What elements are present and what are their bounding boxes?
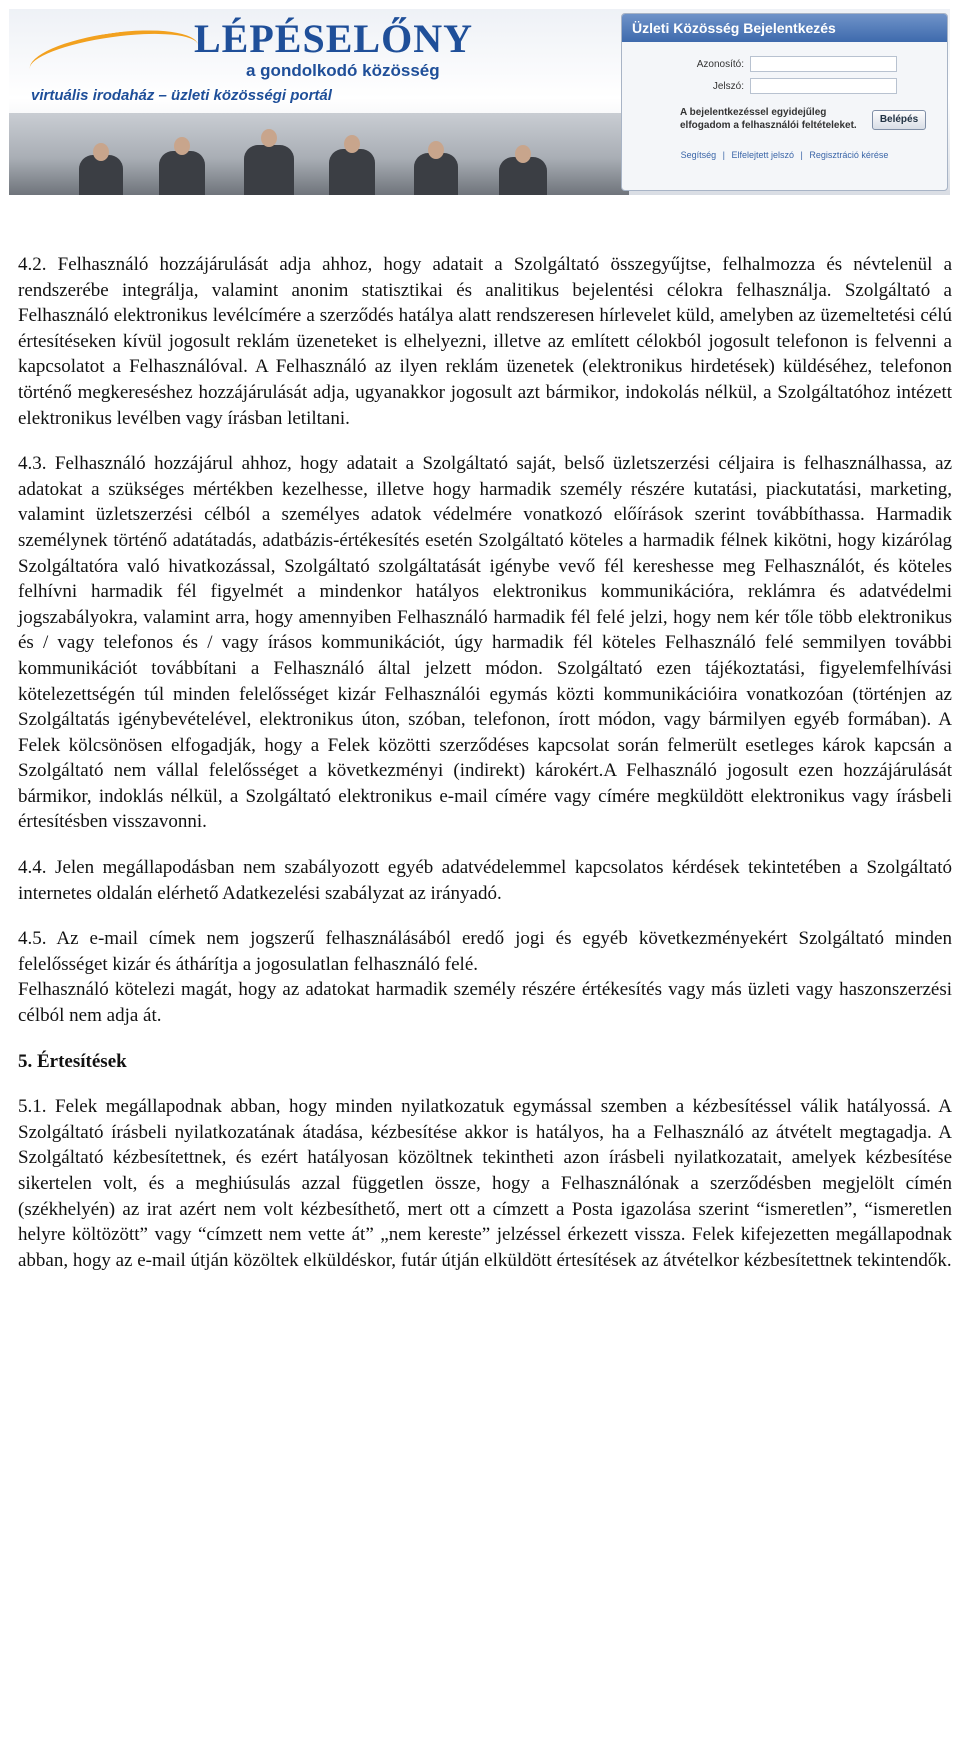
document-body bbox=[18, 252, 952, 1293]
section-4-4: 4.4. Jelen megállapodásban nem szabályozott egyéb adatvédelemmel kapcsolatos kérdések tekintetében a Szolgáltató internetes oldalán elérhető Adatkezelési szabályzat az irányadó. bbox=[18, 857, 952, 904]
section-4-2: 4.2. Felhasználó hozzájárulását adja ahhoz, hogy adatait a Szolgáltató összegyűjtse, felhalmozza és névtelenül a rendszerébe integrálja, valamint anonim statisztikai és analitikus bejelentési célokra felhasználja. Szolgáltató a Felhasználó elektronikus levélcímére a szerződés hatálya alatt rendszeresen hírlevelet küld, amelyben az üzemeltetési célú értesítéseken kívül jogosult reklám üzeneteket is elhelyezni, illetve az említett célokból jogosult telefonon is felvenni a kapcsolatot a Felhasználóval. A Felhasználó az ilyen reklám üzenetek (elektronikus hirdetések) küldéséhez, telefonon történő megkereséshez hozzájárulását adja, ugyanakkor jogosult azt bármikor, indokolás nélkül, a Szolgáltatóhoz intézett elektronikus levélben vagy írásban letiltani. bbox=[18, 254, 952, 429]
login-panel bbox=[621, 13, 948, 191]
logo-swoosh-icon bbox=[26, 21, 201, 92]
portal-banner bbox=[9, 9, 950, 195]
username-label: Azonosító: bbox=[696, 58, 744, 70]
terms-note bbox=[680, 106, 857, 132]
meeting-photo bbox=[9, 113, 629, 195]
logo-tagline: virtuális irodaház – üzleti közösségi portál bbox=[31, 87, 332, 104]
link-separator: | bbox=[722, 150, 725, 160]
logo-title: LÉPÉSELŐNY bbox=[194, 16, 473, 61]
login-button[interactable]: Belépés bbox=[872, 110, 926, 130]
section-4-5-continued: Felhasználó kötelezi magát, hogy az adatokat harmadik személy részére értékesítés vagy más üzleti vagy haszonszerzési célból nem adja át. bbox=[18, 979, 952, 1027]
login-title: Üzleti Közösség Bejelentkezés bbox=[622, 14, 947, 42]
terms-note-line2[interactable]: elfogadom a felhasználói feltételeket. bbox=[680, 120, 857, 131]
password-label: Jelszó: bbox=[712, 80, 744, 92]
section-4-3: 4.3. Felhasználó hozzájárul ahhoz, hogy adatait a Szolgáltató saját, belső üzletszerzési céljaira is felhasználhassa, az adatokat a szükséges mértékben kezelhesse, illetve hogy harmadik személy részére kutatási, piackutatási, marketing, valamint üzletszerzési célból a személyes adatok védelmére vonatkozó előírások szerint továbbíthassa. Harmadik személynek történő adatátadás, adatbázis-értékesítés esetén Szolgáltató köteles a harmadik félnek kikötni, hogy kizárólag Szolgáltatóra való hivatkozással, Szolgáltató szolgáltatását igénybe vevő fél kereshesse meg Felhasználót, és köteles felhívni harmadik fél figyelmét a mindenkor hatályos elektronikus kommunikációra, reklámra és adatvédelmi jogszabályokra, valamint arra, hogy amennyiben Felhasználó harmadik fél felé jelzi, hogy nem kér tőle több elektronikus és / vagy telefonos és / vagy írásos kommunikációt, úgy harmadik fél köteles Felhasználó felé semmilyen további kommunikációt továbbítani a Felhasználó által jelzett módon. Szolgáltató ezen tájékoztatási, figyelemfelhívási kötelezettségén túl minden felelősséget kizár Felhasználói egymás közti kommunikációira vonatkozóan (történjen az Szolgáltatás igénybevételével, elektronikus úton, szóban, telefonon, írott módon, vagy bármilyen egyéb formában). A Felek kölcsönösen elfogadják, hogy a Felek közötti szerződéses kapcsolat során felmerült esetleges károk kapcsán a Szolgáltató nem vállal felelősséget a következményi (indirekt) károkért.A Felhasználó jogosult ezen hozzájárulását bármikor, indoklás nélkül, a Szolgáltató elektronikus e-mail címére vagy címére megküldött elektronikus vagy írásbeli értesítésben visszavonni. bbox=[18, 453, 952, 833]
section-5-1: 5.1. Felek megállapodnak abban, hogy minden nyilatkozatuk egymással szemben a kézbesítéssel válik hatályossá. A Szolgáltató írásbeli nyilatkozatának átadása, kézbesítése akkor is hatályos, ha a Felhasználó az átvételt megtagadja. A Szolgáltató kézbesítettnek, és ezért hatályosan közöltnek tekintheti azon írásbeli nyilatkozatait, amelyek kézbesítése sikertelen volt, és a meghiúsulás azzal független össze, hogy a Felhasználónak a szerződésben megjelölt címén (székhelyén) az irat azért nem volt kézbesíthető, mert ott a címzett a Posta igazolása szerint “ismeretlen”, “ismeretlen helyre költözött” vagy “címzett nem vette át” „nem kereste” jelzéssel érkezett vissza. Felek kifejezetten megállapodnak abban, hogy az e-mail útján közöltek elküldéskor, futár útján elküldött értesítések az átvételkor kézbesítettnek tekintendők. bbox=[18, 1096, 952, 1271]
forgot-password-link[interactable]: Elfelejtett jelszó bbox=[731, 150, 795, 160]
register-link[interactable]: Regisztráció kérése bbox=[809, 150, 889, 160]
section-5-heading: 5. Értesítések bbox=[18, 1050, 127, 1072]
link-separator: | bbox=[800, 150, 803, 160]
username-input[interactable] bbox=[750, 56, 897, 72]
login-links bbox=[622, 150, 947, 160]
password-row bbox=[632, 78, 897, 94]
username-row bbox=[632, 56, 897, 72]
logo-subtitle: a gondolkodó közösség bbox=[246, 61, 440, 80]
help-link[interactable]: Segítség bbox=[680, 150, 717, 160]
terms-note-line1: A bejelentkezéssel egyidejűleg bbox=[680, 107, 827, 118]
password-input[interactable] bbox=[750, 78, 897, 94]
section-4-5: 4.5. Az e-mail címek nem jogszerű felhasználásából eredő jogi és egyéb következményekért Szolgáltató minden felelősséget kizár és áthárítja a jogosulatlan felhasználó felé. bbox=[18, 928, 952, 975]
